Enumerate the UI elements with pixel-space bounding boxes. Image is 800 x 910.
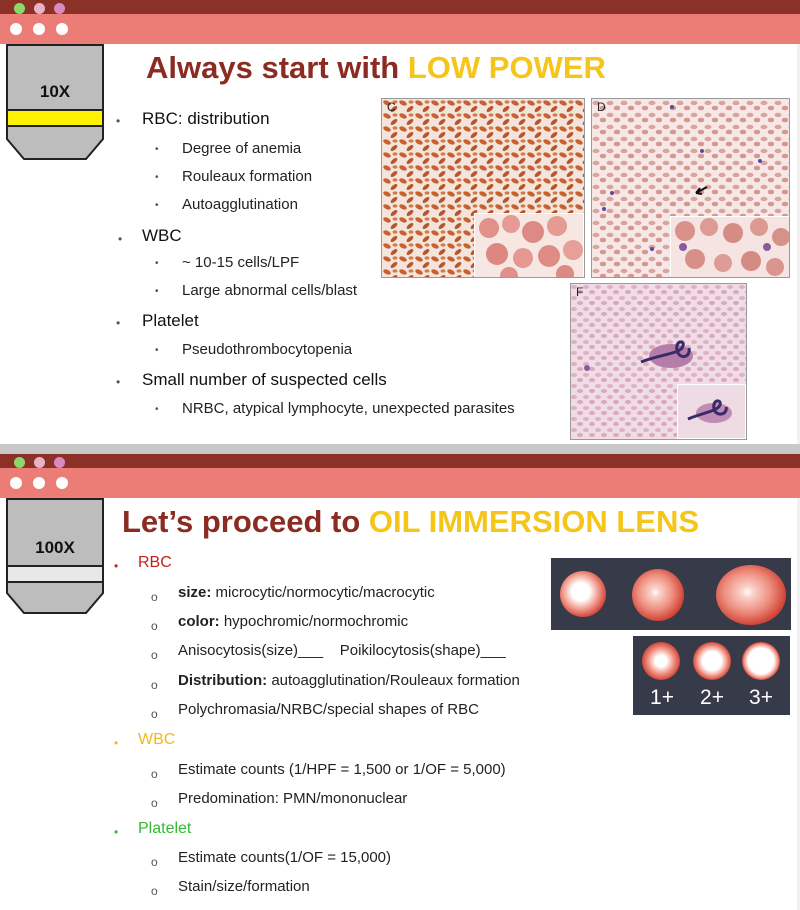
bullet-icon: • — [155, 200, 159, 211]
circle-bullet-icon: o — [151, 619, 158, 633]
bullet-icon: • — [155, 286, 159, 297]
bullet-icon: • — [155, 172, 159, 183]
platelet-heading: Platelet — [142, 311, 199, 330]
list-item: Pseudothrombocytopenia — [182, 341, 353, 358]
list-item — [178, 584, 435, 601]
bullet-icon: • — [114, 736, 119, 750]
platelet-heading: Platelet — [138, 820, 192, 837]
grade-label: 2+ — [700, 686, 724, 709]
bullet-icon: • — [155, 144, 159, 155]
label-key: size: — [178, 584, 212, 601]
pink-dot-icon — [54, 3, 65, 14]
list-item: Estimate counts(1/OF = 15,000) — [178, 849, 392, 866]
hypochromia-grade-illustration — [633, 636, 790, 715]
dot-icon — [56, 477, 68, 489]
slide-low-power — [0, 0, 800, 444]
wbc-heading: WBC — [138, 731, 176, 748]
circle-bullet-icon: o — [151, 796, 158, 810]
circle-bullet-icon: o — [151, 590, 158, 604]
micrograph-inset — [670, 216, 790, 278]
list-item: Estimate counts (1/HPF = 1,500 or 1/OF = 5,000) — [178, 761, 506, 778]
pink-dot-icon — [34, 457, 45, 468]
title-text: Always start with — [146, 50, 408, 85]
objective-lens-10x — [6, 44, 104, 162]
panel-letter: D — [597, 100, 606, 114]
bullet-icon: • — [155, 345, 159, 356]
circle-bullet-icon: o — [151, 648, 158, 662]
page-title — [146, 50, 606, 86]
objective-lens-100x — [6, 498, 104, 616]
panel-letter: F — [576, 285, 584, 299]
label-key: Distribution: — [178, 672, 268, 689]
micrograph-d — [591, 98, 790, 278]
bullet-icon: • — [118, 232, 123, 246]
header-dots — [10, 22, 79, 40]
list-item: NRBC, atypical lymphocyte, unexpected parasites — [182, 400, 515, 417]
header-bar — [0, 14, 800, 44]
bullet-icon: • — [114, 559, 119, 573]
suspected-cells-heading: Small number of suspected cells — [142, 370, 387, 389]
dot-icon — [56, 23, 68, 35]
hypochromia-cells-icon — [633, 636, 790, 686]
bullet-icon: • — [116, 114, 121, 128]
list-item: Degree of anemia — [182, 140, 302, 157]
circle-bullet-icon: o — [151, 855, 158, 869]
list-item: Autoagglutination — [182, 196, 298, 213]
label-value: hypochromic/normochromic — [219, 613, 409, 630]
micrograph-f — [570, 283, 747, 440]
top-bar — [0, 0, 800, 14]
list-item: Stain/size/formation — [178, 878, 310, 895]
list-item: Anisocytosis(size)___ Poikilocytosis(shape)___ — [178, 642, 506, 659]
bullet-icon: • — [155, 404, 159, 415]
dot-icon — [33, 477, 45, 489]
top-bar — [0, 454, 800, 468]
rbc-size-cells-icon — [551, 558, 791, 630]
grade-label: 1+ — [650, 686, 674, 709]
panel-letter: C — [387, 100, 396, 114]
objective-lens-icon — [6, 44, 104, 162]
pink-dot-icon — [34, 3, 45, 14]
list-item: Polychromasia/NRBC/special shapes of RBC — [178, 701, 479, 718]
micrograph-inset — [677, 384, 746, 439]
pink-dot-icon — [54, 457, 65, 468]
title-highlight: OIL IMMERSION LENS — [368, 504, 700, 539]
title-highlight: LOW POWER — [407, 50, 606, 85]
circle-bullet-icon: o — [151, 884, 158, 898]
bullet-icon: • — [116, 375, 121, 389]
list-item: Large abnormal cells/blast — [182, 282, 358, 299]
label-value: autoagglutination/Rouleaux formation — [267, 672, 520, 689]
rbc-size-illustration — [551, 558, 791, 630]
green-dot-icon — [14, 457, 25, 468]
wbc-heading: WBC — [142, 226, 182, 245]
title-text: Let’s proceed to — [122, 504, 369, 539]
circle-bullet-icon: o — [151, 707, 158, 721]
list-item: Predomination: PMN/mononuclear — [178, 790, 408, 807]
circle-bullet-icon: o — [151, 767, 158, 781]
list-item: Rouleaux formation — [182, 168, 313, 185]
bullet-icon: • — [155, 258, 159, 269]
lens-magnification: 100X — [35, 538, 75, 557]
label-value: microcytic/normocytic/macrocytic — [211, 584, 435, 601]
micrograph-inset — [474, 213, 584, 278]
dot-icon — [10, 23, 22, 35]
slide-separator — [0, 444, 800, 454]
list-item — [178, 613, 408, 630]
circle-bullet-icon: o — [151, 678, 158, 692]
green-dot-icon — [14, 3, 25, 14]
header-dots — [10, 476, 79, 494]
list-item: ~ 10-15 cells/LPF — [182, 254, 300, 271]
rbc-heading: RBC: distribution — [142, 109, 270, 128]
label-key: color: — [178, 613, 220, 630]
list-item — [178, 672, 520, 689]
bullet-icon: • — [116, 316, 121, 330]
rbc-heading: RBC — [138, 554, 172, 571]
grade-label: 3+ — [749, 686, 773, 709]
lens-magnification: 10X — [39, 82, 71, 101]
slide-oil-immersion — [0, 454, 800, 910]
micrograph-c — [381, 98, 585, 278]
dot-icon — [33, 23, 45, 35]
dot-icon — [10, 477, 22, 489]
page-title — [122, 504, 699, 540]
header-bar — [0, 468, 800, 498]
bullet-icon: • — [114, 825, 119, 839]
